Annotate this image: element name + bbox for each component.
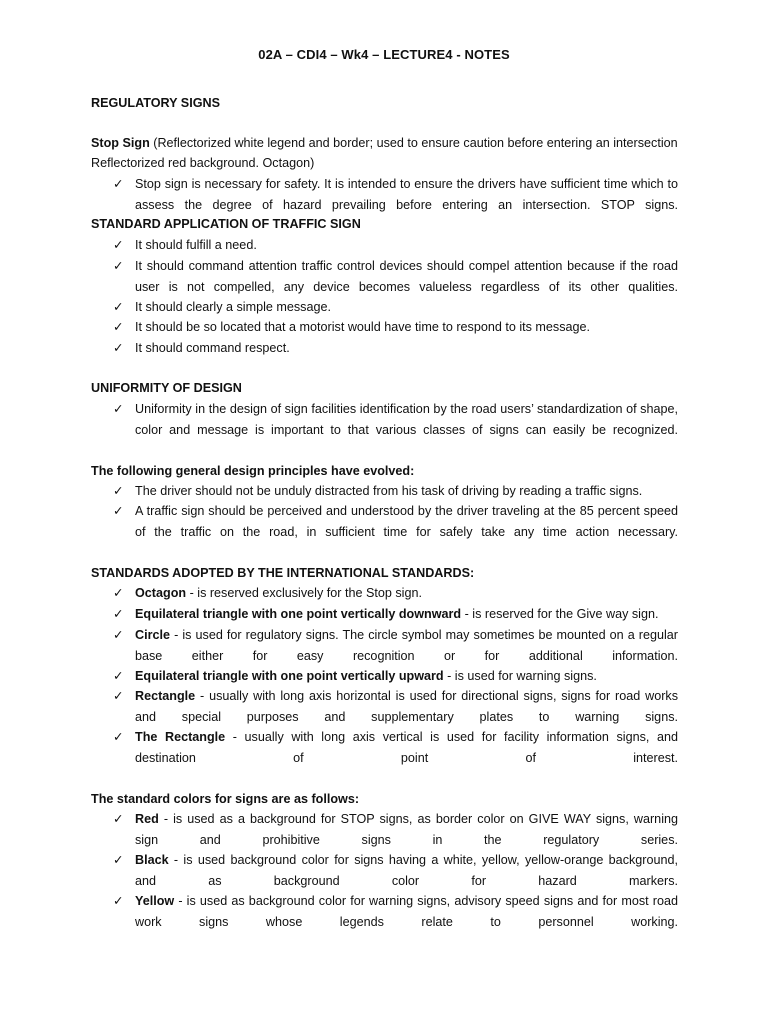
list-item-desc: - is reserved for the Give way sign. xyxy=(461,607,659,621)
checkmark-icon: ✓ xyxy=(113,586,124,600)
section-heading-application: STANDARD APPLICATION OF TRAFFIC SIGN xyxy=(91,217,361,231)
list-item-term: Yellow xyxy=(135,894,175,908)
list-item xyxy=(135,891,678,953)
section-heading-principles: The following general design principles have evolved: xyxy=(91,464,415,478)
stop-sign-term: Stop Sign xyxy=(91,136,150,150)
list-item: It should command respect. xyxy=(135,341,290,355)
checkmark-icon: ✓ xyxy=(113,238,124,252)
checkmark-icon: ✓ xyxy=(113,320,124,334)
checkmark-icon: ✓ xyxy=(113,628,124,642)
list-item-term: Equilateral triangle with one point vertically upward xyxy=(135,669,444,683)
list-item-desc: - is reserved exclusively for the Stop sign. xyxy=(186,586,422,600)
list-item: It should be so located that a motorist would have time to respond to its message. xyxy=(135,320,591,334)
list-item-desc: - usually with long axis horizontal is used for directional signs, signs for road works and special purposes and supplementary plates to warning signs. xyxy=(135,689,678,724)
list-item-desc: - is used background color for signs having a white, yellow, yellow-orange background, and as background color for hazard markers. xyxy=(135,853,678,888)
checkmark-icon: ✓ xyxy=(113,300,124,314)
checkmark-icon: ✓ xyxy=(113,689,124,703)
checkmark-icon: ✓ xyxy=(113,177,124,191)
list-item: It should clearly a simple message. xyxy=(135,300,331,314)
checkmark-icon: ✓ xyxy=(113,730,124,744)
checkmark-icon: ✓ xyxy=(113,669,124,683)
list-item xyxy=(135,727,678,789)
section-heading-colors: The standard colors for signs are as follows: xyxy=(91,792,360,806)
list-item: Stop sign is necessary for safety. It is intended to ensure the drivers have sufficient time which to assess the degree of hazard prevailing before entering an intersection. STOP signs. xyxy=(135,177,678,212)
checkmark-icon: ✓ xyxy=(113,607,124,621)
list-item: The driver should not be unduly distracted from his task of driving by reading a traffic signs. xyxy=(135,484,643,498)
checkmark-icon: ✓ xyxy=(113,259,124,273)
list-item: Uniformity in the design of sign facilities identification by the road users’ standardization of shape, color and message is important to that various classes of signs can easily be recognized. xyxy=(135,402,678,437)
list-item-desc: - is used for warning signs. xyxy=(443,669,597,683)
checkmark-icon: ✓ xyxy=(113,504,124,518)
list-item xyxy=(135,666,678,687)
list-item: A traffic sign should be perceived and understood by the driver traveling at the 85 percent speed of the traffic on the road, in sufficient time for safely take any time action necessary. xyxy=(135,504,678,539)
checkmark-icon: ✓ xyxy=(113,894,124,908)
list-item-desc: - usually with long axis vertical is used for facility information signs, and destination of point of interest. xyxy=(135,730,678,765)
list-item xyxy=(135,583,678,604)
list-item-term: Octagon xyxy=(135,586,187,600)
list-item: It should command attention traffic control devices should compel attention because if the road user is not compelled, any device becomes valueless regardless of its other qualities. xyxy=(135,259,678,294)
list-item xyxy=(135,604,678,625)
list-item-desc: - is used as background color for warning signs, advisory speed signs and for most road work signs whose legends relate to personnel working. xyxy=(135,894,678,929)
checkmark-icon: ✓ xyxy=(113,484,124,498)
checkmark-icon: ✓ xyxy=(113,853,124,867)
checkmark-icon: ✓ xyxy=(113,341,124,355)
list-item-term: Circle xyxy=(135,628,171,642)
document-title: 02A – CDI4 – Wk4 – LECTURE4 - NOTES xyxy=(258,47,510,62)
list-item: It should fulfill a need. xyxy=(135,238,257,252)
stop-sign-desc-cont: Reflectorized red background. Octagon) xyxy=(91,156,315,170)
list-item-desc: - is used as a background for STOP signs, as border color on GIVE WAY signs, warning sign and prohibitive signs in the regulatory series. xyxy=(135,812,678,847)
checkmark-icon: ✓ xyxy=(113,402,124,416)
section-heading-regulatory: REGULATORY SIGNS xyxy=(91,96,220,110)
list-item-desc: - is used for regulatory signs. The circle symbol may sometimes be mounted on a regular base either for easy recognition or for additional information. xyxy=(135,628,678,663)
list-item-term: Equilateral triangle with one point vertically downward xyxy=(135,607,462,621)
section-heading-uniformity: UNIFORMITY OF DESIGN xyxy=(91,381,242,395)
section-heading-standards: STANDARDS ADOPTED BY THE INTERNATIONAL STANDARDS: xyxy=(91,566,475,580)
stop-sign-desc: (Reflectorized white legend and border; used to ensure caution before entering an intersection xyxy=(149,136,678,150)
stop-sign-paragraph xyxy=(91,133,678,154)
list-item-term: Black xyxy=(135,853,169,867)
list-item-term: The Rectangle xyxy=(135,730,226,744)
list-item-term: Rectangle xyxy=(135,689,196,703)
list-item-term: Red xyxy=(135,812,159,826)
checkmark-icon: ✓ xyxy=(113,812,124,826)
